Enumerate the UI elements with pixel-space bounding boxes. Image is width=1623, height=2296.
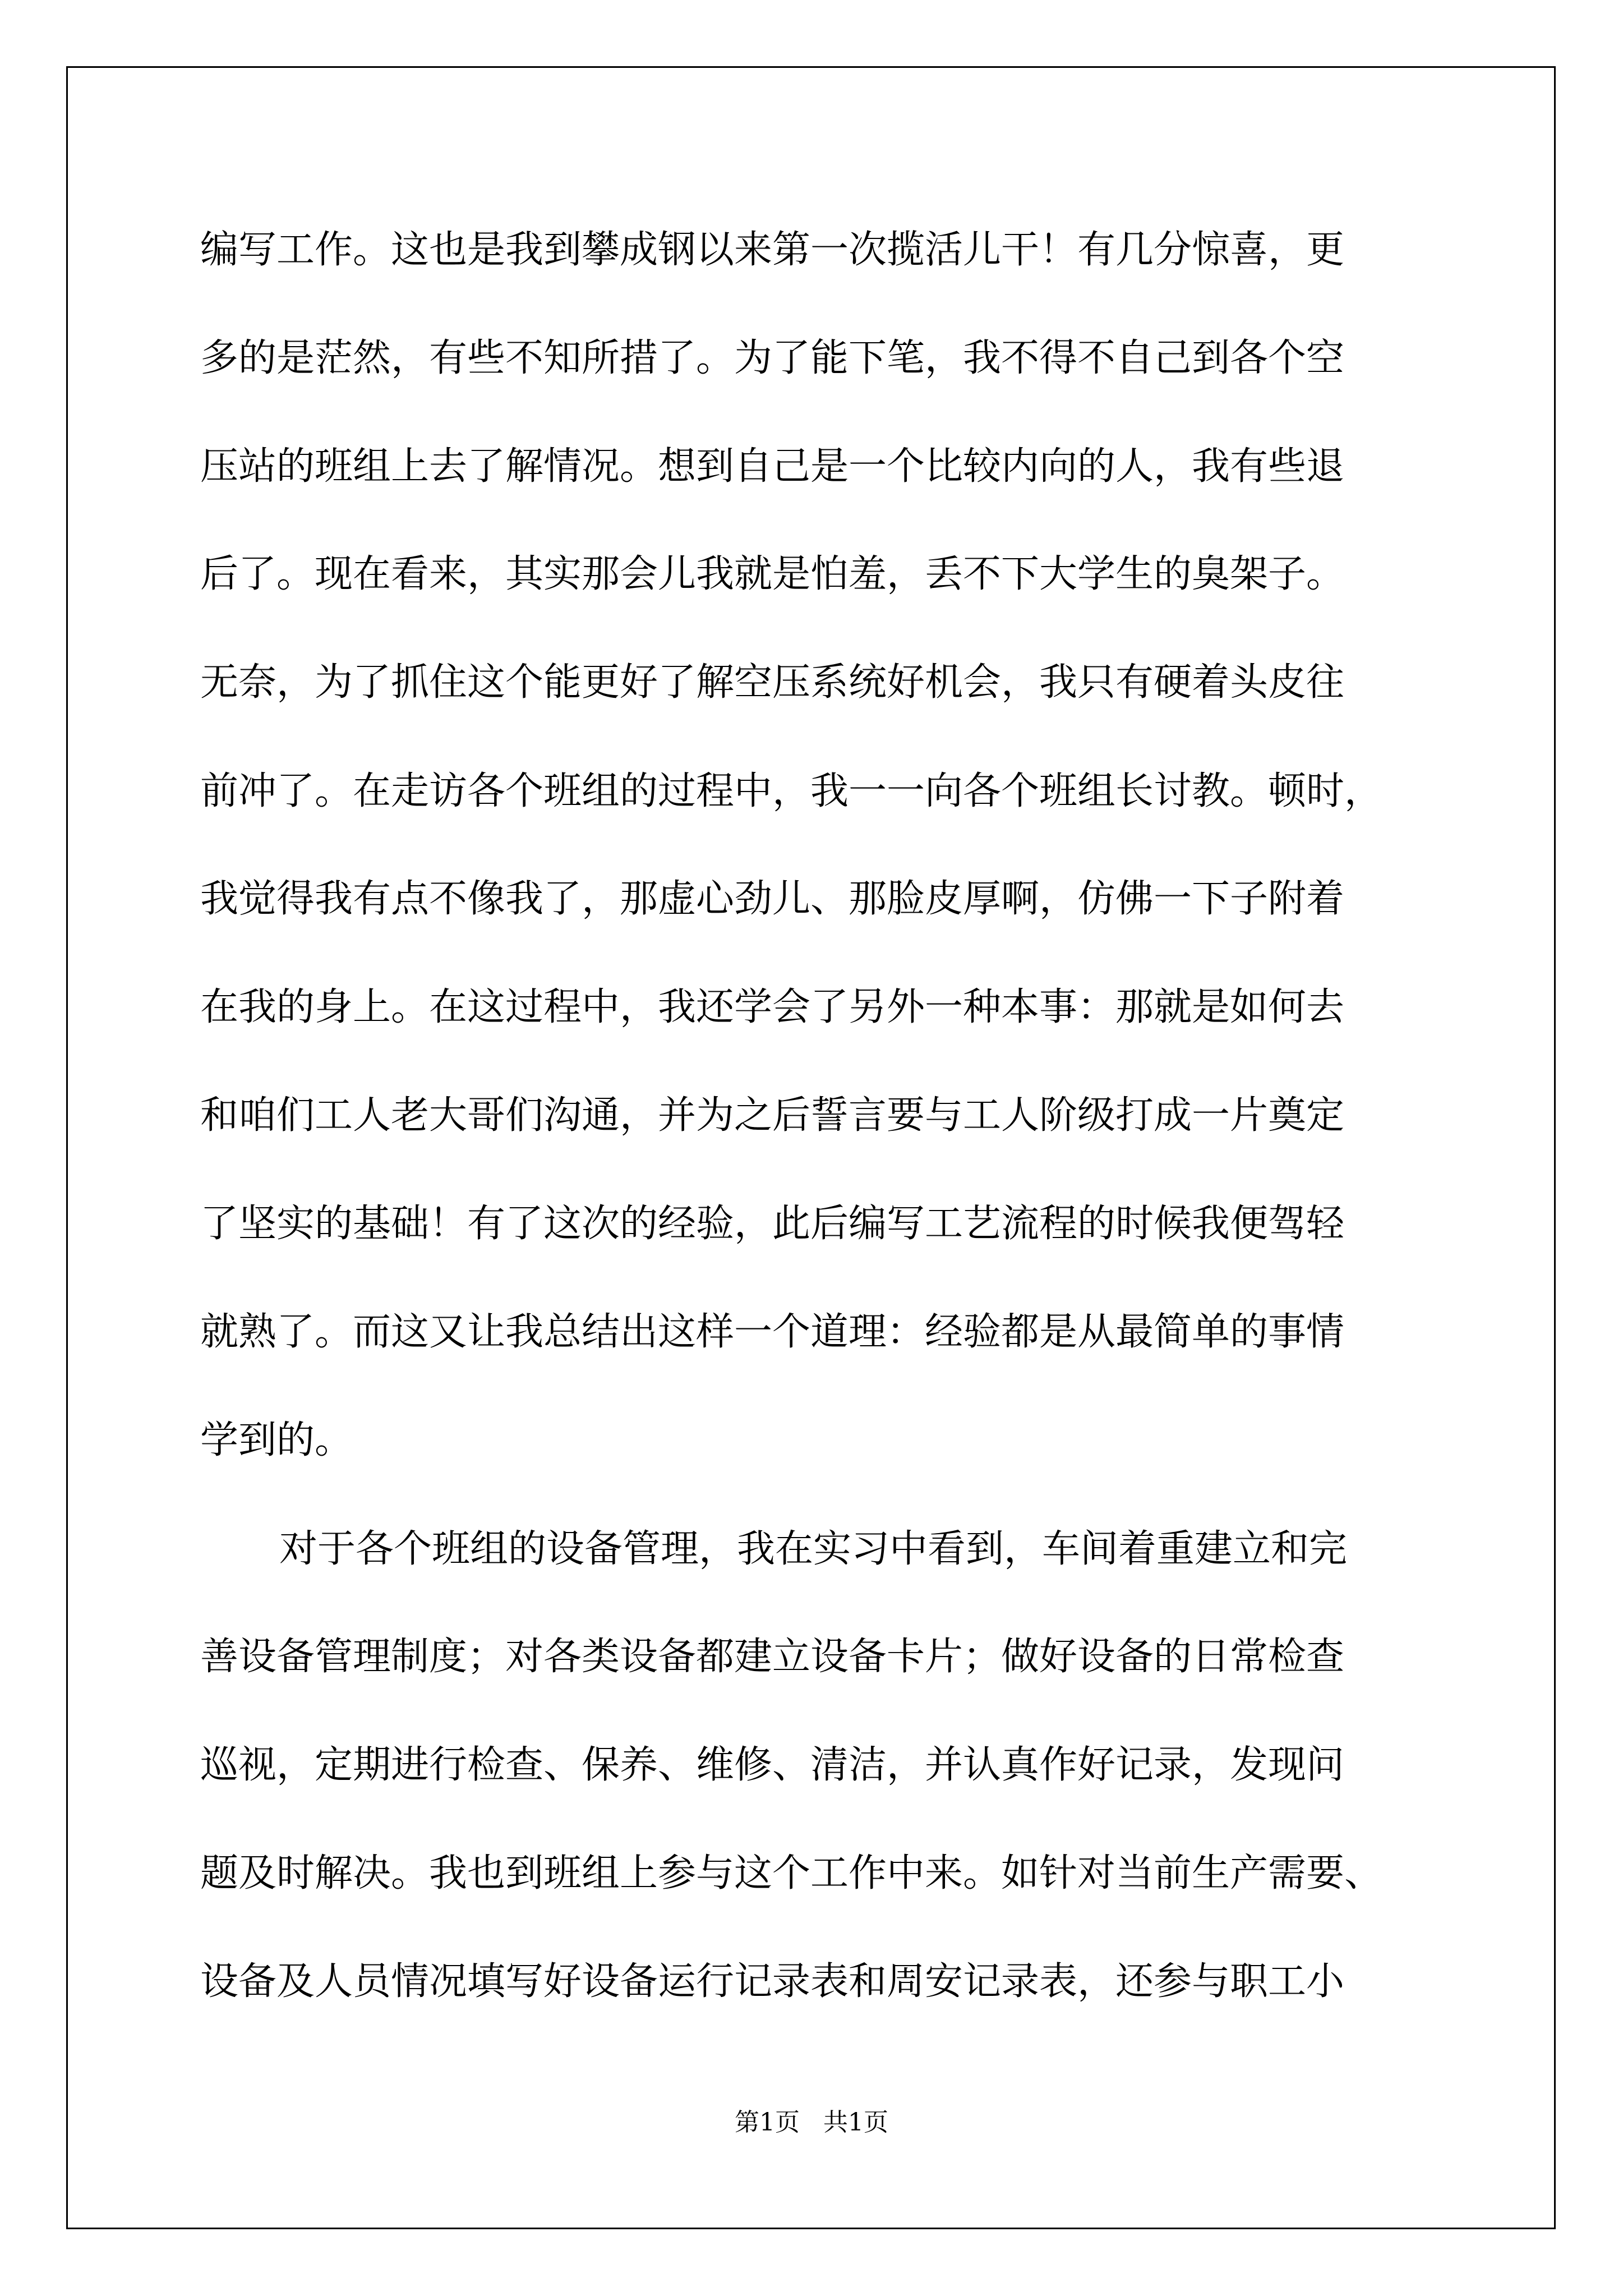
text-line: 前冲了。在走访各个班组的过程中，我一一向各个班组长讨教。顿时， [200, 769, 1383, 813]
text-line: 题及时解决。我也到班组上参与这个工作中来。如针对当前生产需要、 [200, 1851, 1383, 1895]
text-line: 在我的身上。在这过程中，我还学会了另外一种本事：那就是如何去 [200, 985, 1345, 1029]
text-line: 我觉得我有点不像我了，那虚心劲儿、那脸皮厚啊，仿佛一下子附着 [200, 877, 1345, 921]
text-line: 无奈，为了抓住这个能更好了解空压系统好机会，我只有硬着头皮往 [200, 660, 1345, 705]
paragraph-first-line: 对于各个班组的设备管理，我在实习中看到，车间着重建立和完 [279, 1527, 1348, 1571]
text-line: 编写工作。这也是我到攀成钢以来第一次揽活儿干！有几分惊喜，更 [200, 228, 1345, 272]
page-footer: 第1页 共1页 [735, 2108, 888, 2137]
text-line: 设备及人员情况填写好设备运行记录表和周安记录表，还参与职工小 [200, 1959, 1345, 2004]
page-border [66, 66, 1556, 2229]
text-line: 和咱们工人老大哥们沟通，并为之后誓言要与工人阶级打成一片奠定 [200, 1093, 1345, 1138]
text-line: 善设备管理制度；对各类设备都建立设备卡片；做好设备的日常检查 [200, 1635, 1345, 1679]
text-line: 多的是茫然，有些不知所措了。为了能下笔，我不得不自己到各个空 [200, 336, 1345, 380]
text-line: 就熟了。而这又让我总结出这样一个道理：经验都是从最简单的事情 [200, 1310, 1345, 1354]
text-line: 压站的班组上去了解情况。想到自己是一个比较内向的人，我有些退 [200, 444, 1345, 489]
text-line: 了坚实的基础！有了这次的经验，此后编写工艺流程的时候我便驾轻 [200, 1202, 1345, 1246]
text-line: 巡视，定期进行检查、保养、维修、清洁，并认真作好记录，发现问 [200, 1743, 1345, 1787]
text-line: 后了。现在看来，其实那会儿我就是怕羞，丢不下大学生的臭架子。 [200, 552, 1345, 596]
text-line: 学到的。 [200, 1418, 353, 1462]
